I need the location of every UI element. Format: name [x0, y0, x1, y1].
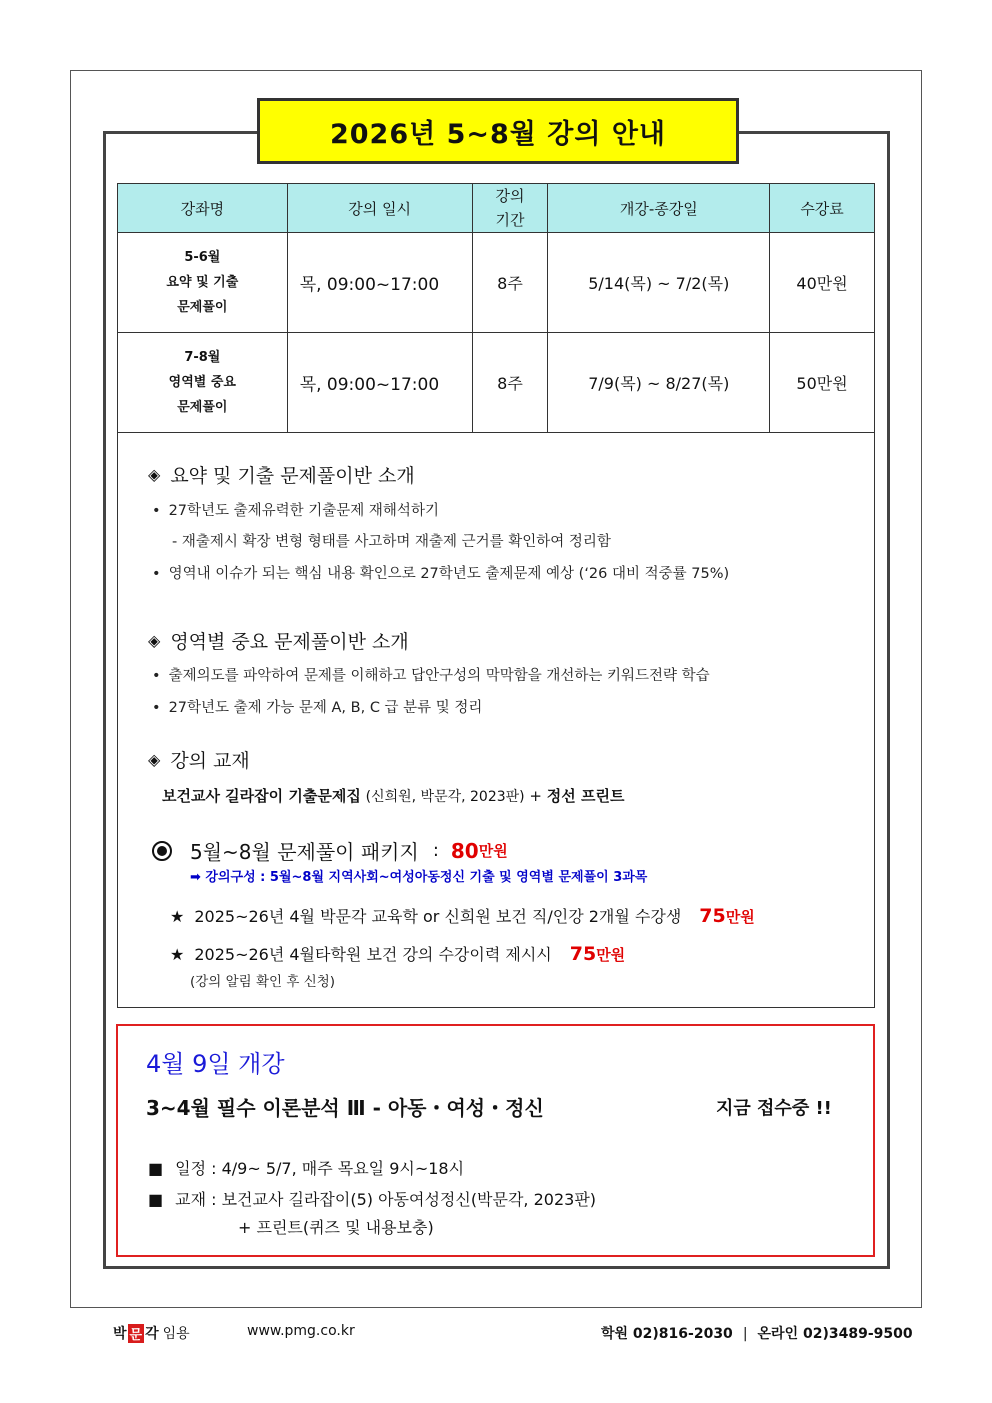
- bullet-dot-icon: •: [152, 566, 161, 582]
- discount-price-number: 75: [699, 905, 726, 927]
- list-item-text: 27학년도 출제유력한 기출문제 재해석하기: [168, 503, 439, 519]
- schedule-cell: 목, 09:00~17:00: [287, 233, 472, 333]
- package-offer: [152, 836, 508, 865]
- square-bullet-icon: ■: [148, 1190, 164, 1209]
- textbook-title: 보건교사 길라잡이 기출문제집: [162, 787, 361, 805]
- discount-item: [170, 942, 625, 965]
- dates-cell: 5/14(목) ~ 7/2(목): [548, 233, 770, 333]
- list-item-text: 영역내 이슈가 되는 핵심 내용 확인으로 27학년도 출제문제 예상 (‘26 대비 적중률 75%): [168, 566, 730, 582]
- publisher-logo: [113, 1323, 190, 1343]
- discount-item: [170, 904, 755, 927]
- table-row: [118, 333, 875, 433]
- course-name-cell: [118, 233, 288, 333]
- list-item: [152, 664, 710, 685]
- diamond-bullet-icon: ◈: [148, 465, 161, 484]
- course-name-line: 문제풀이: [177, 400, 228, 415]
- header-course: 강좌명: [118, 184, 288, 233]
- course-name-line: 문제풀이: [177, 300, 228, 315]
- textbook-print: 정선 프린트: [546, 787, 625, 805]
- header-period: [472, 184, 548, 233]
- notice-textbook: [148, 1187, 596, 1210]
- logo-text: 박: [113, 1326, 127, 1342]
- star-icon: ★: [170, 945, 185, 964]
- logo-mark: 문: [128, 1324, 145, 1343]
- square-bullet-icon: ■: [148, 1159, 164, 1178]
- table-header-row: [118, 184, 875, 233]
- discount-price-unit: 만원: [596, 946, 626, 964]
- list-item: [152, 562, 729, 583]
- diamond-bullet-icon: ◈: [148, 750, 161, 769]
- list-item-text: 27학년도 출제 가능 문제 A, B, C 급 분류 및 정리: [168, 700, 483, 716]
- notice-schedule-text: 일정 : 4/9~ 5/7, 매주 목요일 9시~18시: [175, 1159, 465, 1178]
- header-period-line1: 강의: [495, 187, 525, 205]
- section-heading-textbook: [148, 746, 250, 773]
- package-composition: ➡ 강의구성 : 5월~8월 지역사회~여성아동정신 기출 및 영역별 문제풀이 3과목: [190, 870, 648, 885]
- section-heading-area: [148, 627, 409, 654]
- bullet-dot-icon: •: [152, 503, 161, 519]
- package-colon: :: [432, 840, 439, 861]
- schedule-table: [117, 183, 875, 433]
- discount-text: 2025~26년 4월타학원 보건 강의 수강이력 제시시: [194, 945, 552, 964]
- textbook-plus: +: [529, 787, 542, 805]
- period-cell: 8주: [472, 333, 548, 433]
- online-phone: 온라인 02)3489-9500: [757, 1326, 913, 1342]
- section-heading-text: 요약 및 기출 문제풀이반 소개: [170, 465, 415, 487]
- notice-schedule: [148, 1156, 464, 1179]
- enrollment-status: 지금 접수중 !!: [716, 1098, 832, 1119]
- course-name-line: 5-6월: [184, 250, 221, 265]
- footer-separator: |: [742, 1326, 748, 1342]
- opening-date: 4월 9일 개강: [146, 1050, 285, 1078]
- period-cell: 8주: [472, 233, 548, 333]
- header-fee: 수강료: [770, 184, 875, 233]
- notice-course-title: 3~4월 필수 이론분석 Ⅲ - 아동・여성・정신: [146, 1096, 544, 1120]
- bullet-dot-icon: •: [152, 668, 161, 684]
- academy-phone: 학원 02)816-2030: [601, 1326, 733, 1342]
- page-title: 2026년 5~8월 강의 안내: [329, 118, 667, 150]
- fee-cell: 50만원: [770, 333, 875, 433]
- textbook-line: [162, 785, 624, 806]
- diamond-bullet-icon: ◈: [148, 631, 161, 650]
- package-label: 5월~8월 문제풀이 패키지: [190, 840, 419, 864]
- section-heading-text: 강의 교재: [170, 750, 250, 772]
- star-icon: ★: [170, 907, 185, 926]
- logo-text: 각: [145, 1326, 159, 1342]
- discount-price-unit: 만원: [725, 908, 755, 926]
- header-schedule: 강의 일시: [287, 184, 472, 233]
- logo-subtitle: 임용: [162, 1326, 190, 1342]
- radio-selected-icon: [152, 841, 172, 861]
- table-row: [118, 233, 875, 333]
- textbook-publisher: (신희원, 박문각, 2023판): [365, 789, 525, 805]
- signup-note: (강의 알림 확인 후 신청): [190, 974, 336, 990]
- discount-text: 2025~26년 4월 박문각 교육학 or 신희원 보건 직/인강 2개월 수강생: [194, 907, 682, 926]
- fee-cell: 40만원: [770, 233, 875, 333]
- list-item: [152, 499, 439, 520]
- header-dates: 개강-종강일: [548, 184, 770, 233]
- dates-cell: 7/9(목) ~ 8/27(목): [548, 333, 770, 433]
- package-price-number: 80: [450, 838, 479, 863]
- discount-price-number: 75: [569, 943, 597, 965]
- list-subitem: - 재출제시 확장 변형 형태를 사고하며 재출제 근거를 확인하여 정리함: [172, 534, 611, 550]
- course-name-line: 7-8월: [184, 350, 221, 365]
- course-name-line: 영역별 중요: [168, 375, 236, 390]
- section-heading-summary: [148, 461, 415, 488]
- list-item-text: 출제의도를 파악하여 문제를 이해하고 답안구성의 막막함을 개선하는 키워드전략 학습: [168, 668, 710, 684]
- package-price-unit: 만원: [478, 842, 508, 860]
- notice-textbook-text: 교재 : 보건교사 길라잡이(5) 아동여성정신(박문각, 2023판): [175, 1190, 597, 1209]
- header-period-line2: 기간: [495, 211, 525, 229]
- list-item: [152, 696, 482, 717]
- course-name-cell: [118, 333, 288, 433]
- contact-phones: [601, 1323, 913, 1343]
- notice-textbook-continuation: + 프린트(퀴즈 및 내용보충): [238, 1218, 434, 1237]
- bullet-dot-icon: •: [152, 700, 161, 716]
- website-link[interactable]: www.pmg.co.kr: [247, 1323, 355, 1339]
- schedule-cell: 목, 09:00~17:00: [287, 333, 472, 433]
- title-banner: [257, 98, 739, 164]
- section-heading-text: 영역별 중요 문제풀이반 소개: [170, 631, 409, 653]
- course-name-line: 요약 및 기출: [166, 275, 239, 290]
